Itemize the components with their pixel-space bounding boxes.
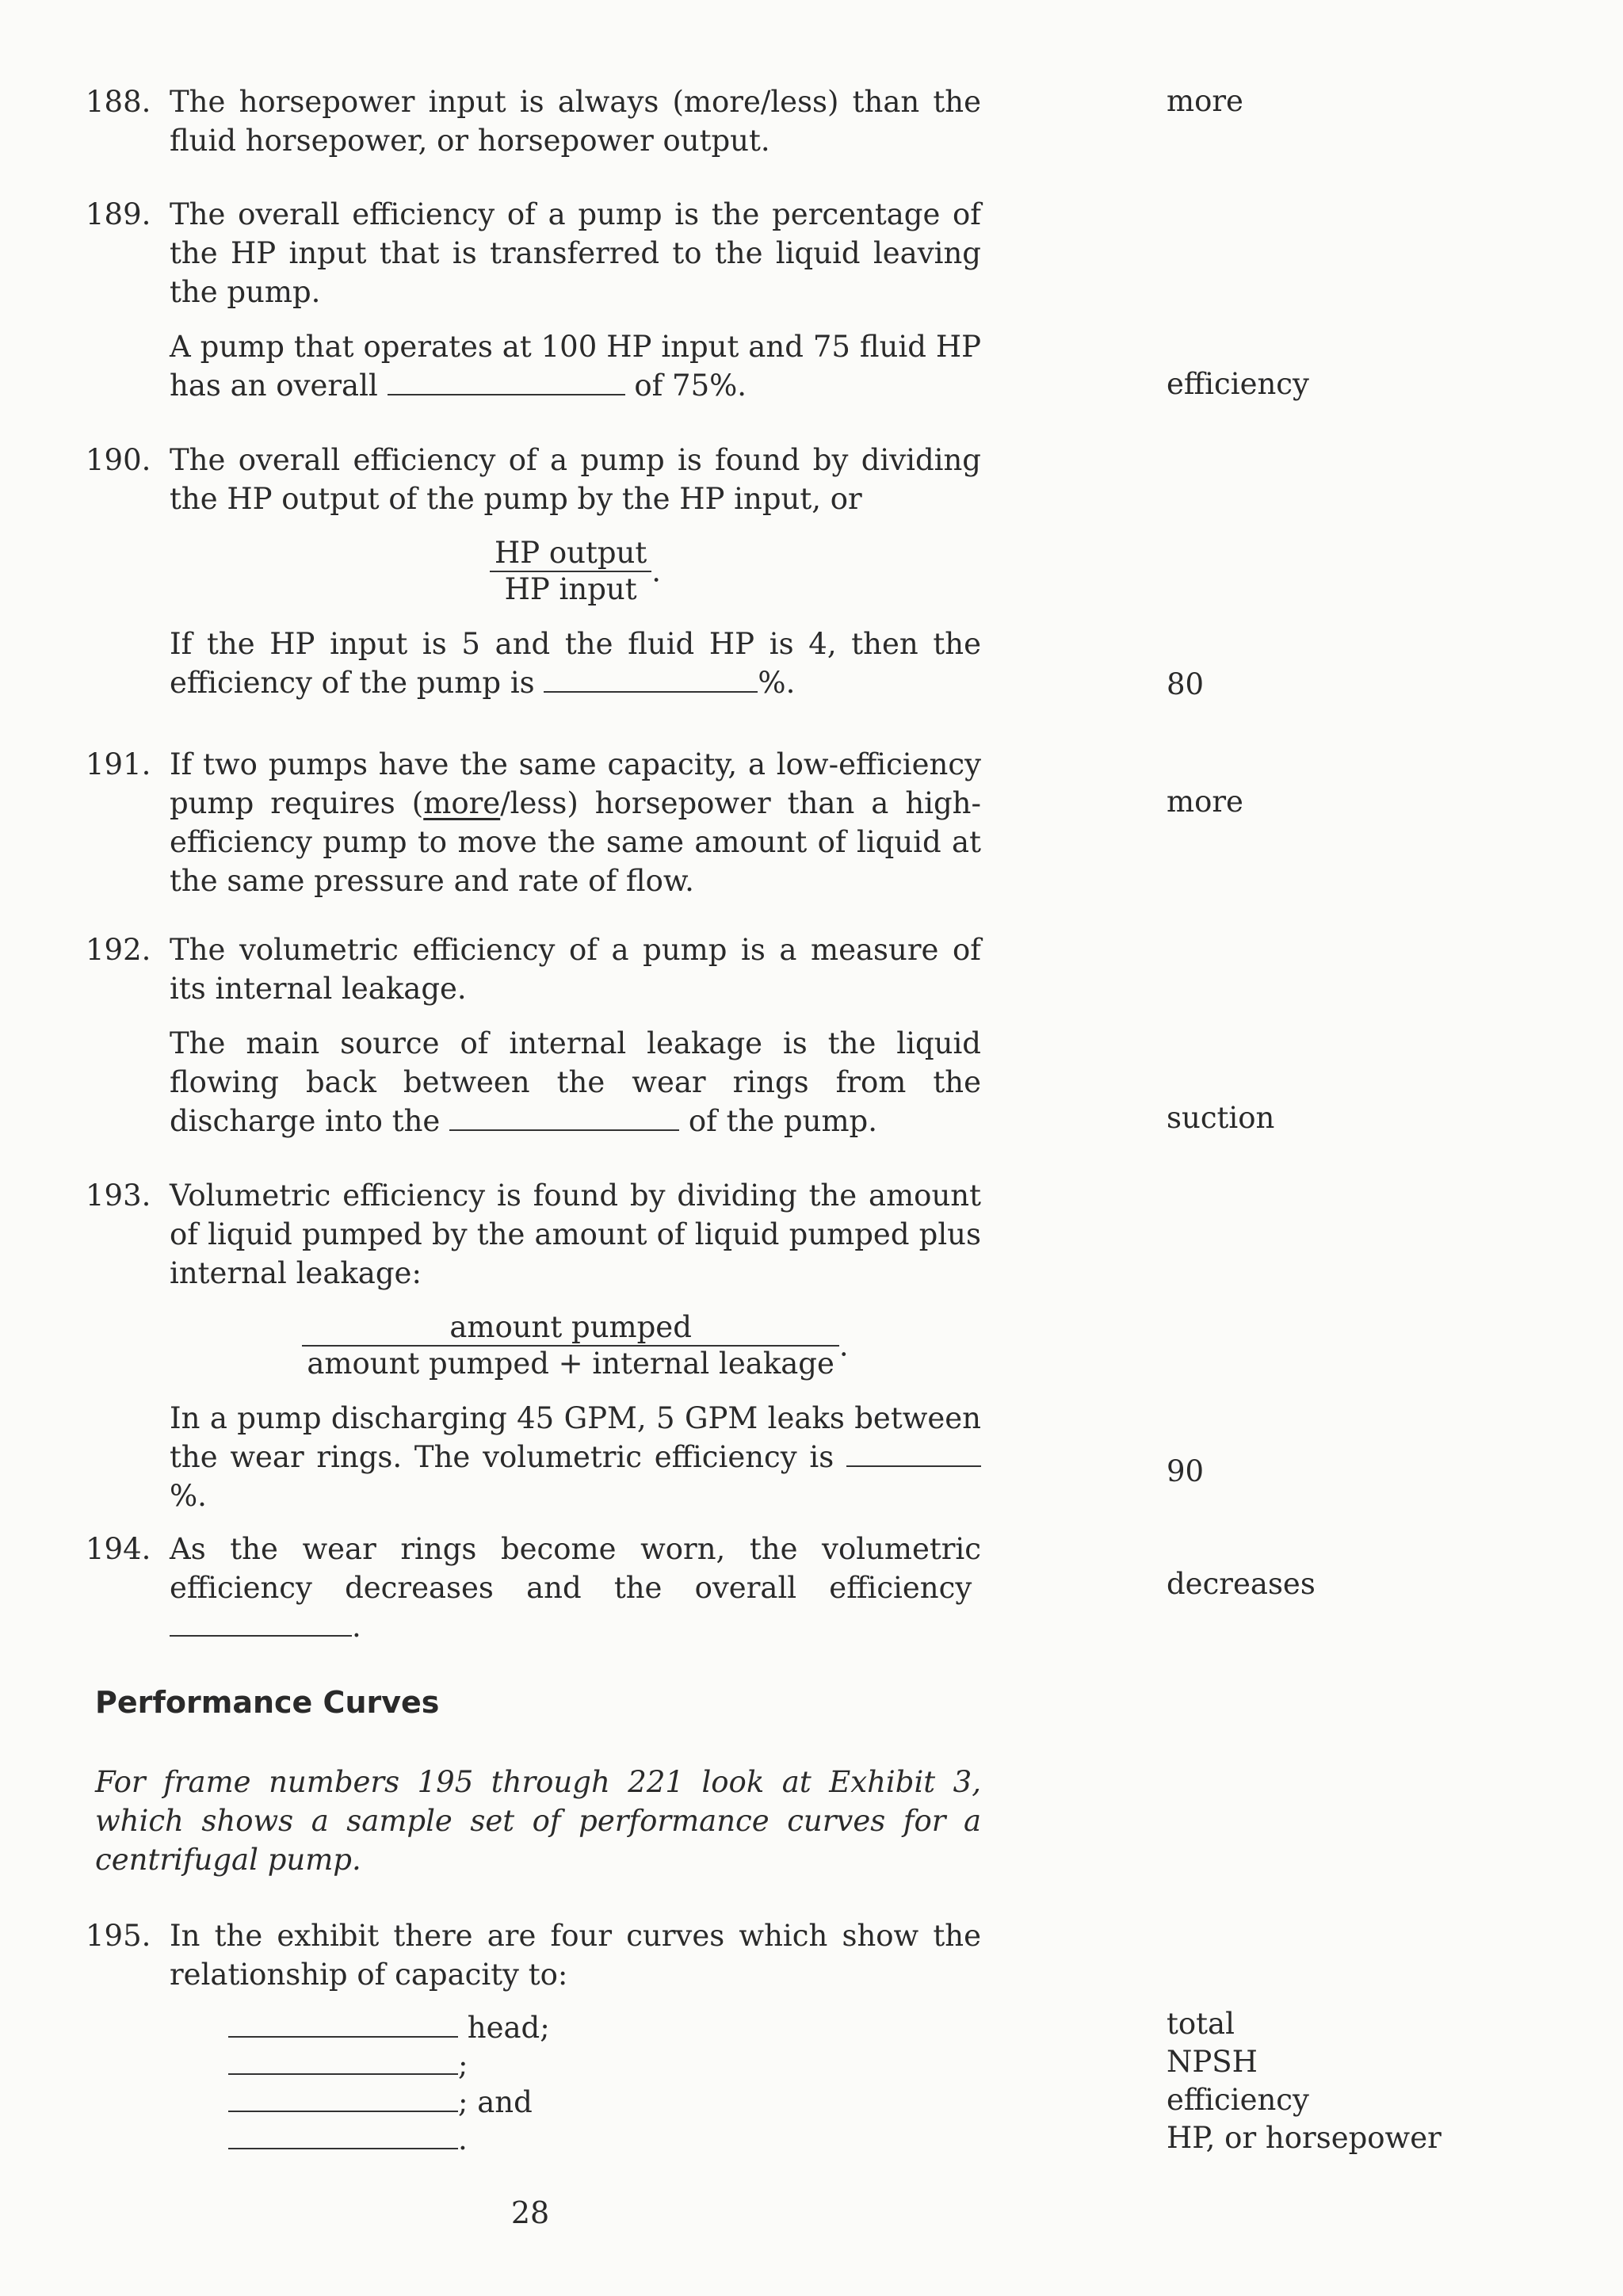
frame-number: 194.	[86, 1532, 151, 1566]
frame-text: The horsepower input is always (more/less) than the fluid horsepower, or horsepower output.	[170, 85, 981, 158]
frame-question: The main source of internal leakage is the liquid flowing back between the wear rings from the discharge into the of the pump.	[170, 1026, 981, 1138]
answers-195	[1167, 2005, 1442, 2157]
section-intro: For frame numbers 195 through 221 look at Exhibit 3, which shows a sample set of performance curves for a centrifugal pump.	[95, 1765, 981, 1877]
answer-189: efficiency	[1167, 367, 1309, 401]
frame-question: A pump that operates at 100 HP input and 75 fluid HP has an overall of 75%.	[170, 330, 981, 403]
frame-question: As the wear rings become worn, the volumetric efficiency decreases and the overall efficiency .	[170, 1532, 981, 1644]
answer-item: NPSH	[1167, 2045, 1258, 2079]
answer-blank[interactable]	[544, 667, 758, 693]
frame-190	[86, 441, 981, 702]
frame-question: In a pump discharging 45 GPM, 5 GPM leaks between the wear rings. The volumetric efficiency is %.	[170, 1401, 981, 1513]
frame-number: 188.	[86, 85, 151, 119]
blank-row: ; and	[228, 2083, 981, 2120]
frame-192	[86, 930, 981, 1140]
answer-item: efficiency	[1167, 2083, 1309, 2117]
frame-number: 191.	[86, 747, 151, 781]
frame-text: In the exhibit there are four curves which show the relationship of capacity to:	[170, 1919, 981, 1992]
answer-item: total	[1167, 2007, 1235, 2041]
frame-188	[86, 82, 981, 160]
answer-blank[interactable]	[846, 1442, 981, 1467]
frame-193	[86, 1176, 981, 1515]
answer-blank[interactable]	[388, 370, 625, 395]
blank-row: ;	[228, 2046, 981, 2083]
blank-list	[228, 2008, 981, 2157]
frame-number: 190.	[86, 443, 151, 477]
answer-blank[interactable]	[228, 2050, 458, 2075]
frame-195	[86, 1916, 981, 2157]
blank-row: head;	[228, 2008, 981, 2046]
answer-193: 90	[1167, 1454, 1205, 1488]
answer-190: 80	[1167, 667, 1205, 701]
efficiency-formula: $\frac{\text{HP output}}{\text{HP input}}$ .	[170, 536, 981, 607]
answer-blank[interactable]	[228, 2012, 458, 2038]
answer-blank[interactable]	[228, 2087, 458, 2112]
frame-number: 192.	[86, 933, 151, 967]
frame-question: If the HP input is 5 and the fluid HP is 4, then the efficiency of the pump is %.	[170, 627, 981, 700]
answer-blank[interactable]	[449, 1106, 679, 1131]
answer-192: suction	[1167, 1101, 1275, 1135]
frame-191	[86, 745, 981, 900]
frame-number: 189.	[86, 197, 151, 231]
answer-item: HP, or horsepower	[1167, 2121, 1442, 2155]
frame-text: The overall efficiency of a pump is found by dividing the HP output of the pump by the HP input, or	[170, 443, 981, 516]
formula-denominator: amount pumped + internal leakage	[307, 1347, 834, 1381]
formula-numerator: HP output	[490, 536, 651, 572]
answer-191: more	[1167, 785, 1243, 819]
frame-194	[86, 1530, 981, 1646]
answer-blank[interactable]	[228, 2124, 458, 2149]
formula-numerator: amount pumped	[302, 1310, 839, 1347]
formula-denominator: HP input	[504, 572, 637, 606]
frame-189	[86, 195, 981, 405]
frame-number: 195.	[86, 1919, 151, 1953]
answer-188: more	[1167, 84, 1243, 118]
frame-number: 193.	[86, 1179, 151, 1213]
answer-194: decreases	[1167, 1567, 1316, 1601]
frame-text: The overall efficiency of a pump is the percentage of the HP input that is transferred to the liquid leaving the pump.	[170, 197, 981, 309]
blank-row: .	[228, 2120, 981, 2157]
frame-text: Volumetric efficiency is found by dividing the amount of liquid pumped by the amount of liquid pumped plus internal leakage:	[170, 1179, 981, 1290]
frame-text: If two pumps have the same capacity, a low-efficiency pump requires (more/less) horsepower than a high-efficiency pump to move the same amount of liquid at the same pressure and rate of flow.	[170, 747, 982, 898]
section-heading: Performance Curves	[95, 1685, 440, 1720]
frame-text: The volumetric efficiency of a pump is a measure of its internal leakage.	[170, 933, 981, 1006]
answer-blank[interactable]	[170, 1611, 352, 1637]
page-number: 28	[510, 2195, 550, 2230]
volumetric-formula: $\frac{\text{amount pumped}}{\text{amount pumped + internal leakage}}$ .	[170, 1310, 981, 1381]
